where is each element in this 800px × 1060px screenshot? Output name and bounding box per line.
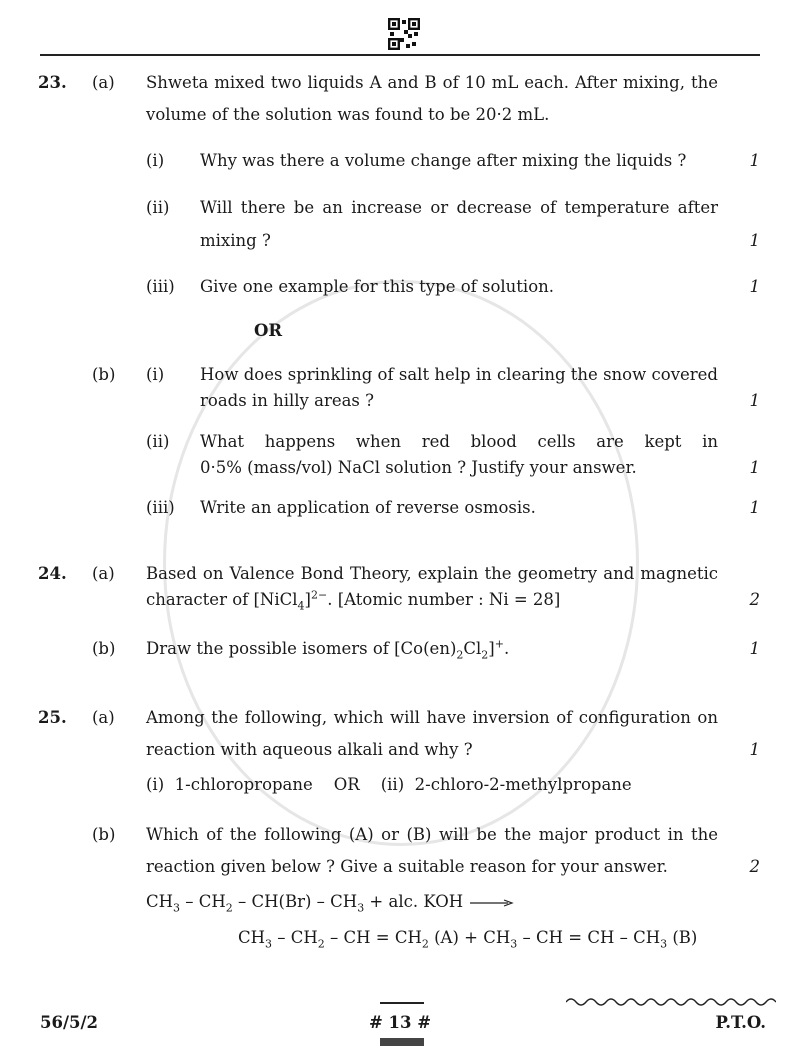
marks: 2 bbox=[749, 590, 760, 609]
question-text: Shweta mixed two liquids A and B of 10 mL each. After mixing, the bbox=[146, 73, 718, 92]
question-text: Write an application of reverse osmosis. bbox=[200, 498, 536, 517]
subpart-label: (i) bbox=[146, 365, 165, 384]
marks: 1 bbox=[749, 391, 760, 410]
question-text: Will there be an increase or decrease of temperature after bbox=[200, 198, 718, 217]
question-text: mixing ? bbox=[200, 231, 271, 250]
part-label: (a) bbox=[92, 73, 115, 92]
question-text: Among the following, which will have inversion of configuration on bbox=[146, 708, 718, 727]
marks: 1 bbox=[749, 458, 760, 477]
part-label: (b) bbox=[92, 639, 116, 658]
question-text: Which of the following (A) or (B) will be the major product in the bbox=[146, 825, 718, 844]
marks: 2 bbox=[749, 857, 760, 876]
part-label: (b) bbox=[92, 365, 116, 384]
reaction-products: $CH_3 - CH_2$ – CH = $CH_2$ $(A) + CH_3$ – CH = CH – $CH_3$ (B) bbox=[238, 928, 698, 951]
question-text: Give one example for this type of solution. bbox=[200, 277, 555, 296]
subpart-label: (iii) bbox=[146, 277, 175, 296]
subpart-label: (i) bbox=[146, 151, 165, 170]
question-text: reaction with aqueous alkali and why ? bbox=[146, 740, 473, 759]
footer-rule bbox=[380, 1002, 424, 1004]
answer-options: (i) 1-chloropropane OR (ii) 2-chloro-2-methylpropane bbox=[146, 775, 632, 794]
reaction-arrow-icon bbox=[468, 898, 514, 908]
question-text: What happens when red blood cells are kept in bbox=[200, 432, 718, 451]
part-label: (a) bbox=[92, 564, 115, 583]
marks: 1 bbox=[749, 498, 760, 517]
question-text: Draw the possible isomers of $[Co(en)_2Cl_2]^+$. bbox=[146, 637, 510, 662]
wavy-line bbox=[566, 994, 776, 1006]
part-label: (b) bbox=[92, 825, 116, 844]
question-text: Based on Valence Bond Theory, explain the geometry and magnetic bbox=[146, 564, 718, 583]
question-text: roads in hilly areas ? bbox=[200, 391, 374, 410]
subpart-label: (ii) bbox=[146, 198, 170, 217]
marks: 1 bbox=[749, 740, 760, 759]
marks: 1 bbox=[749, 231, 760, 250]
pto-label: P.T.O. bbox=[715, 1013, 766, 1032]
header-rule bbox=[40, 54, 760, 56]
question-text: reaction given below ? Give a suitable reason for your answer. bbox=[146, 857, 668, 876]
question-text: character of [NiCl$_4$]$^{2-}$. [Atomic number : Ni = 28] bbox=[146, 588, 561, 613]
subpart-label: (ii) bbox=[146, 432, 170, 451]
question-text: 0·5% (mass/vol) NaCl solution ? Justify your answer. bbox=[200, 458, 637, 477]
marks: 1 bbox=[749, 639, 760, 658]
subpart-label: (iii) bbox=[146, 498, 175, 517]
question-number: 24. bbox=[38, 564, 67, 583]
question-number: 23. bbox=[38, 73, 67, 92]
question-text: Why was there a volume change after mixing the liquids ? bbox=[200, 151, 687, 170]
question-number: 25. bbox=[38, 708, 67, 727]
page-number: # 13 # bbox=[368, 1013, 432, 1032]
reaction-equation: $CH_3 - CH_2 - CH(Br) - CH_3$ + alc. KOH bbox=[146, 892, 514, 911]
paper-code: 56/5/2 bbox=[40, 1013, 98, 1032]
qr-code bbox=[388, 18, 420, 50]
marks: 1 bbox=[749, 277, 760, 296]
marks: 1 bbox=[749, 151, 760, 170]
question-text: How does sprinkling of salt help in clearing the snow covered bbox=[200, 365, 718, 384]
or-divider: OR bbox=[254, 321, 283, 340]
part-label: (a) bbox=[92, 708, 115, 727]
question-text: volume of the solution was found to be 20·2 mL. bbox=[146, 105, 550, 124]
footer-bar bbox=[380, 1038, 424, 1046]
